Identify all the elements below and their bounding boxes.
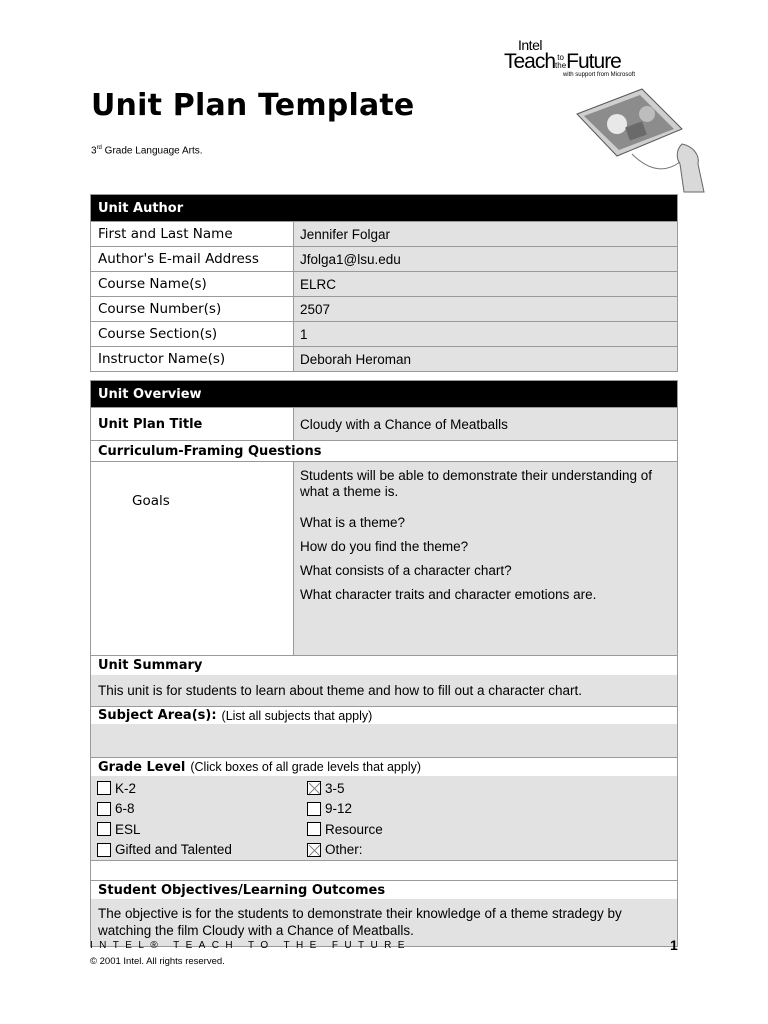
question-item: What consists of a character chart? — [300, 563, 512, 578]
author-email-row — [91, 246, 677, 271]
question-item: How do you find the theme? — [300, 539, 469, 554]
spacer-row — [91, 860, 677, 880]
instructor-name-row — [91, 346, 677, 371]
unit-author-table — [90, 194, 678, 372]
grade-option-resource[interactable] — [300, 819, 671, 839]
grade-level-label: Grade Level — [98, 759, 186, 775]
author-email-field[interactable]: Jfolga1@lsu.edu — [294, 247, 677, 271]
page-subtitle — [91, 145, 203, 156]
curriculum-framing-questions-heading: Curriculum-Framing Questions — [91, 440, 677, 461]
footer-copyright: © 2001 Intel. All rights reserved. — [90, 956, 225, 967]
grade-option-k-2[interactable] — [97, 778, 300, 798]
grade-option-label: K-2 — [115, 780, 137, 796]
grade-level-note: (Click boxes of all grade levels that apply) — [190, 760, 422, 774]
grade-option-label: Gifted and Talented — [115, 842, 232, 857]
course-number-field[interactable]: 2507 — [294, 297, 677, 321]
grade-option-6-8[interactable] — [97, 799, 300, 819]
course-number-row — [91, 296, 677, 321]
checkbox-resource[interactable] — [307, 822, 321, 836]
grade-option-gifted[interactable] — [97, 840, 300, 860]
checkbox-other[interactable] — [307, 843, 321, 857]
logo-to-the — [555, 54, 566, 70]
logo-teach-future-text — [504, 52, 639, 72]
unit-plan-title-field[interactable]: Cloudy with a Chance of Meatballs — [294, 408, 677, 440]
unit-summary-heading: Unit Summary — [91, 655, 677, 675]
author-name-field[interactable]: Jennifer Folgar — [294, 222, 677, 246]
field-label: Instructor Name(s) — [91, 347, 294, 371]
unit-plan-title-label: Unit Plan Title — [91, 408, 294, 440]
course-section-row — [91, 321, 677, 346]
subtitle-grade-suffix: rd — [96, 145, 102, 151]
subtitle-grade-number: 3 — [91, 145, 97, 157]
student-objectives-field[interactable]: The objective is for the students to demonstrate their knowledge of a theme stradegy by watching the film Cloudy with a Chance of Meatballs. — [91, 899, 677, 946]
book-and-hand-illustration — [572, 84, 712, 194]
logo-tagline: with support from Microsoft — [562, 72, 635, 78]
checkbox-6-8[interactable] — [97, 802, 111, 816]
course-name-field[interactable]: ELRC — [294, 272, 677, 296]
grade-option-other[interactable] — [300, 840, 671, 860]
goals-row — [91, 461, 677, 655]
logo-future: Future — [566, 50, 621, 73]
page-number: 1 — [670, 937, 678, 953]
checkbox-esl[interactable] — [97, 822, 111, 836]
subject-area-heading — [91, 706, 677, 724]
checkbox-gifted[interactable] — [97, 843, 111, 857]
subject-area-note: (List all subjects that apply) — [221, 708, 373, 723]
question-item: What character traits and character emotions are. — [300, 587, 597, 602]
grade-option-label: 6-8 — [115, 801, 135, 816]
goals-field[interactable] — [294, 462, 677, 655]
course-section-field[interactable]: 1 — [294, 322, 677, 346]
subtitle-rest: Grade Language Arts. — [101, 145, 203, 157]
goals-text: Students will be able to demonstrate their understanding of what a theme is. — [300, 468, 652, 499]
grade-option-esl[interactable] — [97, 819, 300, 839]
student-objectives-heading: Student Objectives/Learning Outcomes — [91, 880, 677, 899]
logo-to: to — [557, 53, 564, 63]
course-name-row — [91, 271, 677, 296]
unit-overview-table — [90, 380, 678, 947]
footer-brand: INTEL® TEACH TO THE FUTURE — [90, 940, 411, 951]
checkbox-9-12[interactable] — [307, 802, 321, 816]
grade-option-label: 9-12 — [325, 801, 353, 816]
grade-option-label: Resource — [325, 821, 383, 837]
logo-teach: Teach — [504, 50, 556, 73]
logo-the: the — [555, 61, 567, 71]
checkbox-k-2[interactable] — [97, 781, 111, 795]
page-title: Unit Plan Template — [91, 88, 415, 123]
field-label: Author's E-mail Address — [91, 247, 294, 271]
question-item: What is a theme? — [300, 515, 406, 530]
grade-level-checkboxes — [91, 776, 677, 860]
grade-option-3-5[interactable] — [300, 778, 671, 798]
field-label: Course Section(s) — [91, 322, 294, 346]
goals-label: Goals — [91, 462, 294, 655]
unit-plan-title-row — [91, 407, 677, 440]
subject-area-label: Subject Area(s): — [98, 708, 217, 723]
field-label: Course Number(s) — [91, 297, 294, 321]
grade-option-9-12[interactable] — [300, 799, 671, 819]
checkbox-3-5[interactable] — [307, 781, 321, 795]
author-name-row — [91, 221, 677, 246]
unit-author-header: Unit Author — [91, 195, 677, 221]
instructor-name-field[interactable]: Deborah Heroman — [294, 347, 677, 371]
grade-option-label: 3-5 — [325, 780, 345, 796]
subject-area-field[interactable] — [91, 724, 677, 757]
grade-level-heading — [91, 757, 677, 776]
field-label: First and Last Name — [91, 222, 294, 246]
grade-option-label: ESL — [115, 821, 141, 837]
field-label: Course Name(s) — [91, 272, 294, 296]
intel-teach-logo — [504, 38, 639, 78]
logo-intel-text: Intel — [518, 37, 542, 53]
unit-summary-field[interactable]: This unit is for students to learn about theme and how to fill out a character chart. — [91, 675, 677, 706]
unit-overview-header: Unit Overview — [91, 381, 677, 407]
grade-option-label: Other: — [325, 842, 363, 857]
